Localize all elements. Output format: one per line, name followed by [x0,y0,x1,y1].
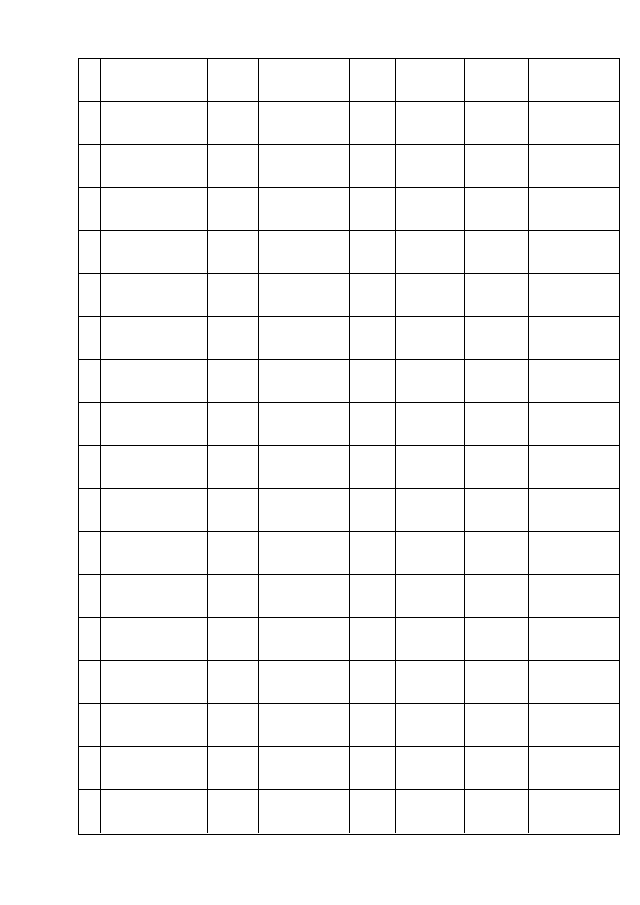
area-cell [396,532,465,574]
cadastral-number-cell [101,145,208,187]
area-cell [396,317,465,359]
value-cell [465,489,529,531]
permitted-use-cell [350,188,396,230]
row-number-cell [79,59,101,101]
location-description-cell [208,704,259,746]
table-row [79,704,619,747]
value-cell-2 [529,360,619,402]
value-cell [465,59,529,101]
cadastral-number-cell [101,790,208,833]
land-category-cell [259,360,350,402]
value-cell [465,102,529,144]
table-row [79,102,619,145]
cadastral-number-cell [101,532,208,574]
value-cell [465,446,529,488]
area-cell [396,274,465,316]
row-number-cell [79,532,101,574]
table-row [79,59,619,102]
land-category-cell [259,446,350,488]
land-category-cell [259,661,350,703]
location-description-cell [208,102,259,144]
cadastral-number-cell [101,747,208,789]
table-row [79,575,619,618]
area-cell [396,231,465,273]
value-cell [465,747,529,789]
table-row [79,403,619,446]
value-cell-2 [529,618,619,660]
value-cell-2 [529,747,619,789]
location-description-cell [208,532,259,574]
row-number-cell [79,403,101,445]
land-category-cell [259,532,350,574]
location-description-cell [208,403,259,445]
value-cell-2 [529,403,619,445]
area-cell [396,489,465,531]
permitted-use-cell [350,145,396,187]
location-description-cell [208,274,259,316]
value-cell [465,274,529,316]
value-cell-2 [529,532,619,574]
cadastral-number-cell [101,575,208,617]
land-category-cell [259,145,350,187]
value-cell [465,360,529,402]
value-cell-2 [529,317,619,359]
area-cell [396,618,465,660]
area-cell [396,747,465,789]
value-cell-2 [529,446,619,488]
row-number-cell [79,618,101,660]
land-category-cell [259,231,350,273]
cadastral-number-cell [101,102,208,144]
area-cell [396,59,465,101]
land-category-cell [259,274,350,316]
permitted-use-cell [350,446,396,488]
permitted-use-cell [350,59,396,101]
land-category-cell [259,704,350,746]
permitted-use-cell [350,489,396,531]
row-number-cell [79,489,101,531]
value-cell-2 [529,188,619,230]
value-cell [465,403,529,445]
permitted-use-cell [350,661,396,703]
cadastral-number-cell [101,618,208,660]
land-category-cell [259,747,350,789]
location-description-cell [208,145,259,187]
location-description-cell [208,59,259,101]
value-cell-2 [529,575,619,617]
area-cell [396,446,465,488]
cadastral-number-cell [101,403,208,445]
land-category-cell [259,618,350,660]
table-row [79,661,619,704]
row-number-cell [79,231,101,273]
location-description-cell [208,618,259,660]
location-description-cell [208,446,259,488]
area-cell [396,188,465,230]
cadastral-number-cell [101,274,208,316]
permitted-use-cell [350,532,396,574]
row-number-cell [79,188,101,230]
row-number-cell [79,446,101,488]
permitted-use-cell [350,747,396,789]
location-description-cell [208,231,259,273]
permitted-use-cell [350,317,396,359]
value-cell [465,661,529,703]
permitted-use-cell [350,231,396,273]
table-row [79,231,619,274]
cadastral-number-cell [101,661,208,703]
land-category-cell [259,790,350,833]
land-plots-table [78,58,620,835]
cadastral-number-cell [101,231,208,273]
value-cell-2 [529,59,619,101]
area-cell [396,102,465,144]
permitted-use-cell [350,403,396,445]
area-cell [396,575,465,617]
area-cell [396,403,465,445]
area-cell [396,661,465,703]
cadastral-number-cell [101,360,208,402]
permitted-use-cell [350,102,396,144]
area-cell [396,790,465,833]
row-number-cell [79,704,101,746]
location-description-cell [208,661,259,703]
land-category-cell [259,188,350,230]
cadastral-number-cell [101,489,208,531]
row-number-cell [79,747,101,789]
row-number-cell [79,661,101,703]
value-cell-2 [529,231,619,273]
row-number-cell [79,790,101,833]
row-number-cell [79,274,101,316]
location-description-cell [208,188,259,230]
value-cell [465,231,529,273]
value-cell [465,704,529,746]
row-number-cell [79,360,101,402]
area-cell [396,360,465,402]
land-category-cell [259,102,350,144]
land-category-cell [259,403,350,445]
table-row [79,145,619,188]
permitted-use-cell [350,790,396,833]
value-cell-2 [529,274,619,316]
table-row [79,317,619,360]
value-cell-2 [529,704,619,746]
row-number-cell [79,102,101,144]
table-row [79,274,619,317]
value-cell-2 [529,102,619,144]
permitted-use-cell [350,360,396,402]
value-cell [465,575,529,617]
value-cell [465,188,529,230]
value-cell-2 [529,145,619,187]
area-cell [396,145,465,187]
location-description-cell [208,360,259,402]
permitted-use-cell [350,704,396,746]
cadastral-number-cell [101,446,208,488]
value-cell [465,618,529,660]
value-cell-2 [529,661,619,703]
value-cell [465,145,529,187]
table-row [79,188,619,231]
table-row [79,618,619,661]
value-cell [465,790,529,833]
row-number-cell [79,317,101,359]
value-cell [465,532,529,574]
row-number-cell [79,575,101,617]
table-row [79,360,619,403]
table-row [79,790,619,833]
cadastral-number-cell [101,59,208,101]
location-description-cell [208,747,259,789]
location-description-cell [208,317,259,359]
table-row [79,532,619,575]
land-category-cell [259,59,350,101]
value-cell [465,317,529,359]
location-description-cell [208,489,259,531]
land-category-cell [259,575,350,617]
cadastral-number-cell [101,704,208,746]
permitted-use-cell [350,618,396,660]
value-cell-2 [529,489,619,531]
permitted-use-cell [350,575,396,617]
cadastral-number-cell [101,188,208,230]
area-cell [396,704,465,746]
cadastral-number-cell [101,317,208,359]
value-cell-2 [529,790,619,833]
permitted-use-cell [350,274,396,316]
table-row [79,446,619,489]
table-row [79,747,619,790]
land-category-cell [259,489,350,531]
location-description-cell [208,575,259,617]
land-category-cell [259,317,350,359]
table-row [79,489,619,532]
row-number-cell [79,145,101,187]
location-description-cell [208,790,259,833]
